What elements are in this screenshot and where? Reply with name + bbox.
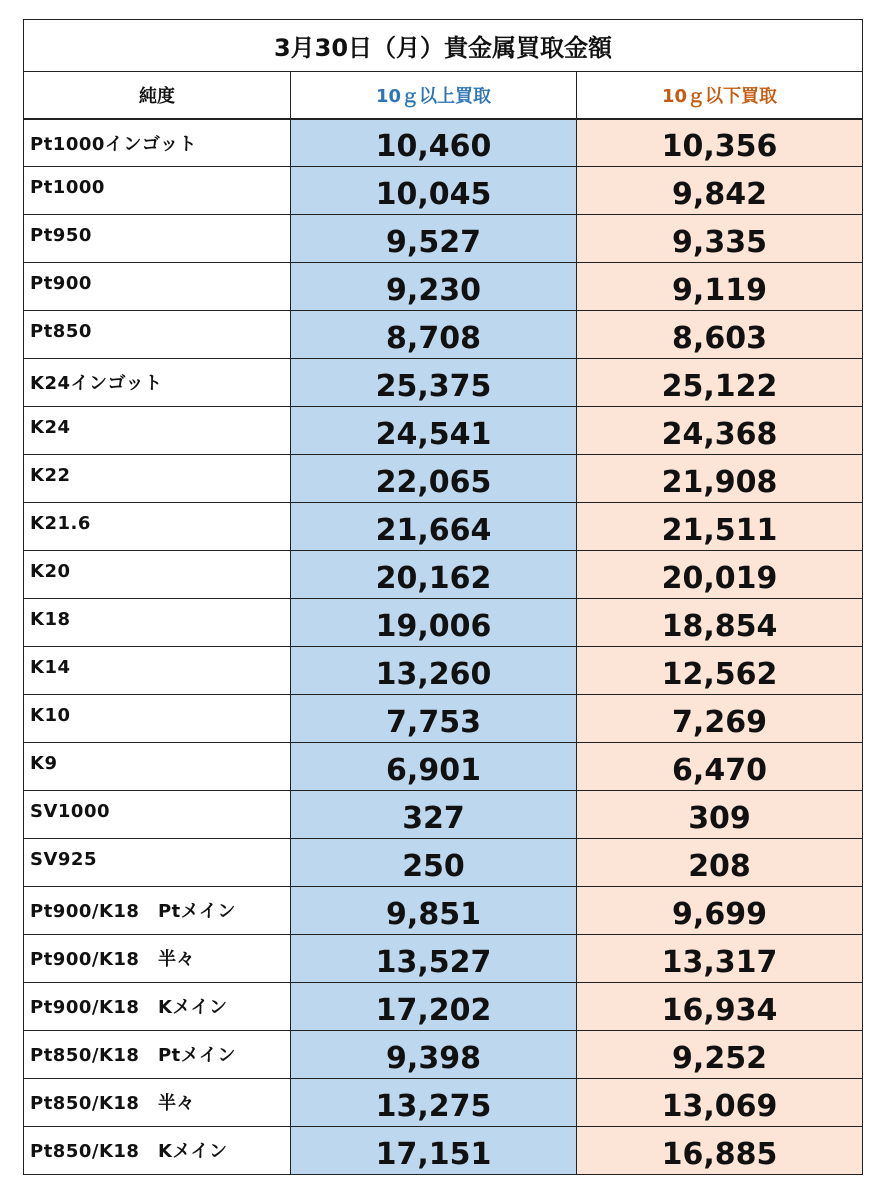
price-over-10g-cell: 20,162 [291, 551, 577, 599]
table-row [24, 983, 863, 1031]
purity-cell: K24インゴット [24, 359, 291, 407]
purity-cell: K24 [24, 407, 291, 455]
price-under-10g-cell: 16,885 [577, 1127, 863, 1175]
price-under-10g-cell: 13,317 [577, 935, 863, 983]
header-over-10g: 10ｇ以上買取 [291, 72, 577, 119]
title-row [24, 20, 863, 72]
purity-cell: K10 [24, 695, 291, 743]
table-body [24, 119, 863, 1175]
price-under-10g-cell: 21,511 [577, 503, 863, 551]
purity-cell: Pt850/K18 Kメイン [24, 1127, 291, 1175]
table-row [24, 215, 863, 263]
price-under-10g-cell: 16,934 [577, 983, 863, 1031]
table-row [24, 647, 863, 695]
table-title: 3月30日（月）貴金属買取金額 [24, 20, 863, 72]
table-row [24, 167, 863, 215]
table-row [24, 599, 863, 647]
price-over-10g-cell: 9,230 [291, 263, 577, 311]
table-row [24, 263, 863, 311]
purity-cell: Pt850/K18 半々 [24, 1079, 291, 1127]
price-over-10g-cell: 13,260 [291, 647, 577, 695]
table-row [24, 887, 863, 935]
price-table [23, 19, 863, 1175]
price-over-10g-cell: 9,398 [291, 1031, 577, 1079]
price-over-10g-cell: 6,901 [291, 743, 577, 791]
table-row [24, 359, 863, 407]
price-under-10g-cell: 309 [577, 791, 863, 839]
price-over-10g-cell: 10,045 [291, 167, 577, 215]
price-over-10g-cell: 19,006 [291, 599, 577, 647]
purity-cell: K9 [24, 743, 291, 791]
table-row [24, 791, 863, 839]
purity-cell: Pt1000インゴット [24, 119, 291, 167]
price-over-10g-cell: 9,851 [291, 887, 577, 935]
purity-cell: K22 [24, 455, 291, 503]
table-row [24, 695, 863, 743]
purity-cell: Pt950 [24, 215, 291, 263]
price-over-10g-cell: 7,753 [291, 695, 577, 743]
purity-cell: K20 [24, 551, 291, 599]
price-over-10g-cell: 17,151 [291, 1127, 577, 1175]
table-row [24, 839, 863, 887]
table-row [24, 311, 863, 359]
table-row [24, 119, 863, 167]
price-over-10g-cell: 21,664 [291, 503, 577, 551]
price-under-10g-cell: 24,368 [577, 407, 863, 455]
price-under-10g-cell: 9,119 [577, 263, 863, 311]
table-row [24, 407, 863, 455]
purity-cell: Pt850/K18 Ptメイン [24, 1031, 291, 1079]
price-over-10g-cell: 10,460 [291, 119, 577, 167]
price-over-10g-cell: 13,275 [291, 1079, 577, 1127]
price-over-10g-cell: 8,708 [291, 311, 577, 359]
price-under-10g-cell: 8,603 [577, 311, 863, 359]
purity-cell: SV925 [24, 839, 291, 887]
price-under-10g-cell: 9,252 [577, 1031, 863, 1079]
table-row [24, 551, 863, 599]
price-under-10g-cell: 12,562 [577, 647, 863, 695]
purity-cell: SV1000 [24, 791, 291, 839]
purity-cell: Pt900/K18 半々 [24, 935, 291, 983]
price-under-10g-cell: 208 [577, 839, 863, 887]
price-under-10g-cell: 13,069 [577, 1079, 863, 1127]
price-under-10g-cell: 25,122 [577, 359, 863, 407]
price-over-10g-cell: 327 [291, 791, 577, 839]
header-purity: 純度 [24, 72, 291, 119]
purity-cell: K18 [24, 599, 291, 647]
table-row [24, 935, 863, 983]
price-over-10g-cell: 24,541 [291, 407, 577, 455]
price-under-10g-cell: 9,335 [577, 215, 863, 263]
price-under-10g-cell: 21,908 [577, 455, 863, 503]
price-over-10g-cell: 13,527 [291, 935, 577, 983]
purity-cell: Pt900/K18 Ptメイン [24, 887, 291, 935]
purity-cell: Pt900/K18 Kメイン [24, 983, 291, 1031]
header-under-10g: 10ｇ以下買取 [577, 72, 863, 119]
price-under-10g-cell: 6,470 [577, 743, 863, 791]
price-under-10g-cell: 9,842 [577, 167, 863, 215]
header-row [24, 72, 863, 119]
purity-cell: Pt900 [24, 263, 291, 311]
price-under-10g-cell: 7,269 [577, 695, 863, 743]
price-over-10g-cell: 22,065 [291, 455, 577, 503]
table-row [24, 455, 863, 503]
table-row [24, 503, 863, 551]
table-row [24, 1127, 863, 1175]
table-row [24, 1079, 863, 1127]
purity-cell: K21.6 [24, 503, 291, 551]
price-over-10g-cell: 25,375 [291, 359, 577, 407]
price-under-10g-cell: 20,019 [577, 551, 863, 599]
table-row [24, 1031, 863, 1079]
purity-cell: Pt850 [24, 311, 291, 359]
price-under-10g-cell: 18,854 [577, 599, 863, 647]
price-over-10g-cell: 250 [291, 839, 577, 887]
price-over-10g-cell: 9,527 [291, 215, 577, 263]
price-over-10g-cell: 17,202 [291, 983, 577, 1031]
purity-cell: K14 [24, 647, 291, 695]
price-under-10g-cell: 9,699 [577, 887, 863, 935]
price-under-10g-cell: 10,356 [577, 119, 863, 167]
table-row [24, 743, 863, 791]
purity-cell: Pt1000 [24, 167, 291, 215]
